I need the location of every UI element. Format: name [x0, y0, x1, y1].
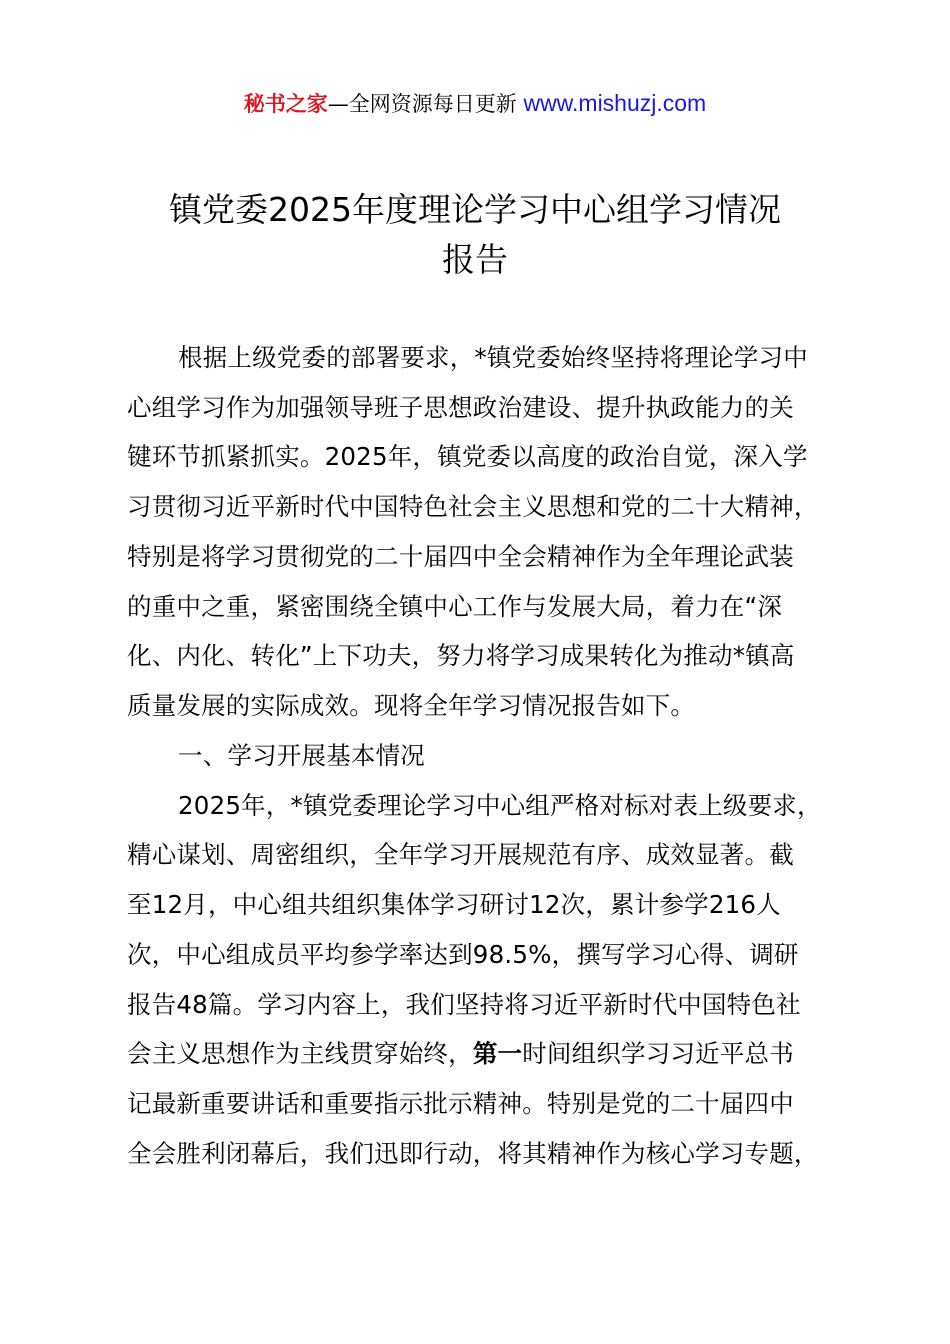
site-header: [0, 88, 950, 118]
paragraph-line: 至12月，中心组共组织集体学习研讨12次，累计参学216人: [127, 890, 781, 919]
paragraph-line: 习贯彻习近平新时代中国特色社会主义思想和党的二十大精神，: [127, 492, 819, 521]
paragraph-line: 次，中心组成员平均参学率达到98.5%，撰写学习心得、调研: [127, 940, 799, 969]
paragraph-line: 心组学习作为加强领导班子思想政治建设、提升执政能力的关: [127, 393, 794, 422]
paragraph-line: 化、内化、转化”上下功夫，努力将学习成果转化为推动*镇高: [127, 641, 795, 670]
document-title-line-1: 镇党委2025年度理论学习中心组学习情况: [169, 190, 781, 229]
brand-logo-text: 秘书之家: [243, 92, 328, 116]
document-title-line-2: 报告: [442, 240, 508, 279]
paragraph-line: 根据上级党委的部署要求，*镇党委始终坚持将理论学习中: [178, 343, 808, 372]
paragraph-line: 记最新重要讲话和重要指示批示精神。特别是党的二十届四中: [127, 1089, 794, 1118]
text-segment: 时间组织学习习近平总书: [522, 1039, 794, 1068]
paragraph-line: 报告48篇。学习内容上，我们坚持将习近平新时代中国特色社: [127, 990, 801, 1019]
paragraph-line: [127, 1035, 857, 1070]
paragraph-line: 键环节抓紧抓实。2025年，镇党委以高度的政治自觉，深入学: [127, 442, 808, 471]
paragraph-line: 质量发展的实际成效。现将全年学习情况报告如下。: [127, 691, 696, 720]
site-url-link[interactable]: www.mishuzj.com: [523, 90, 707, 116]
bold-text: 第一: [472, 1039, 523, 1068]
section-heading: 一、学习开展基本情况: [178, 741, 425, 770]
header-slogan: —全网资源每日更新: [327, 92, 524, 116]
paragraph-line: 精心谋划、周密组织，全年学习开展规范有序、成效显著。截: [127, 840, 794, 869]
text-segment: 会主义思想作为主线贯穿始终，: [127, 1039, 473, 1068]
paragraph-line: 2025年，*镇党委理论学习中心组严格对标对表上级要求，: [178, 791, 822, 820]
paragraph-line: 全会胜利闭幕后，我们迅即行动，将其精神作为核心学习专题，: [127, 1139, 819, 1168]
paragraph-line: 的重中之重，紧密围绕全镇中心工作与发展大局，着力在“深: [127, 592, 783, 621]
paragraph-line: 特别是将学习贯彻党的二十届四中全会精神作为全年理论武装: [127, 542, 794, 571]
